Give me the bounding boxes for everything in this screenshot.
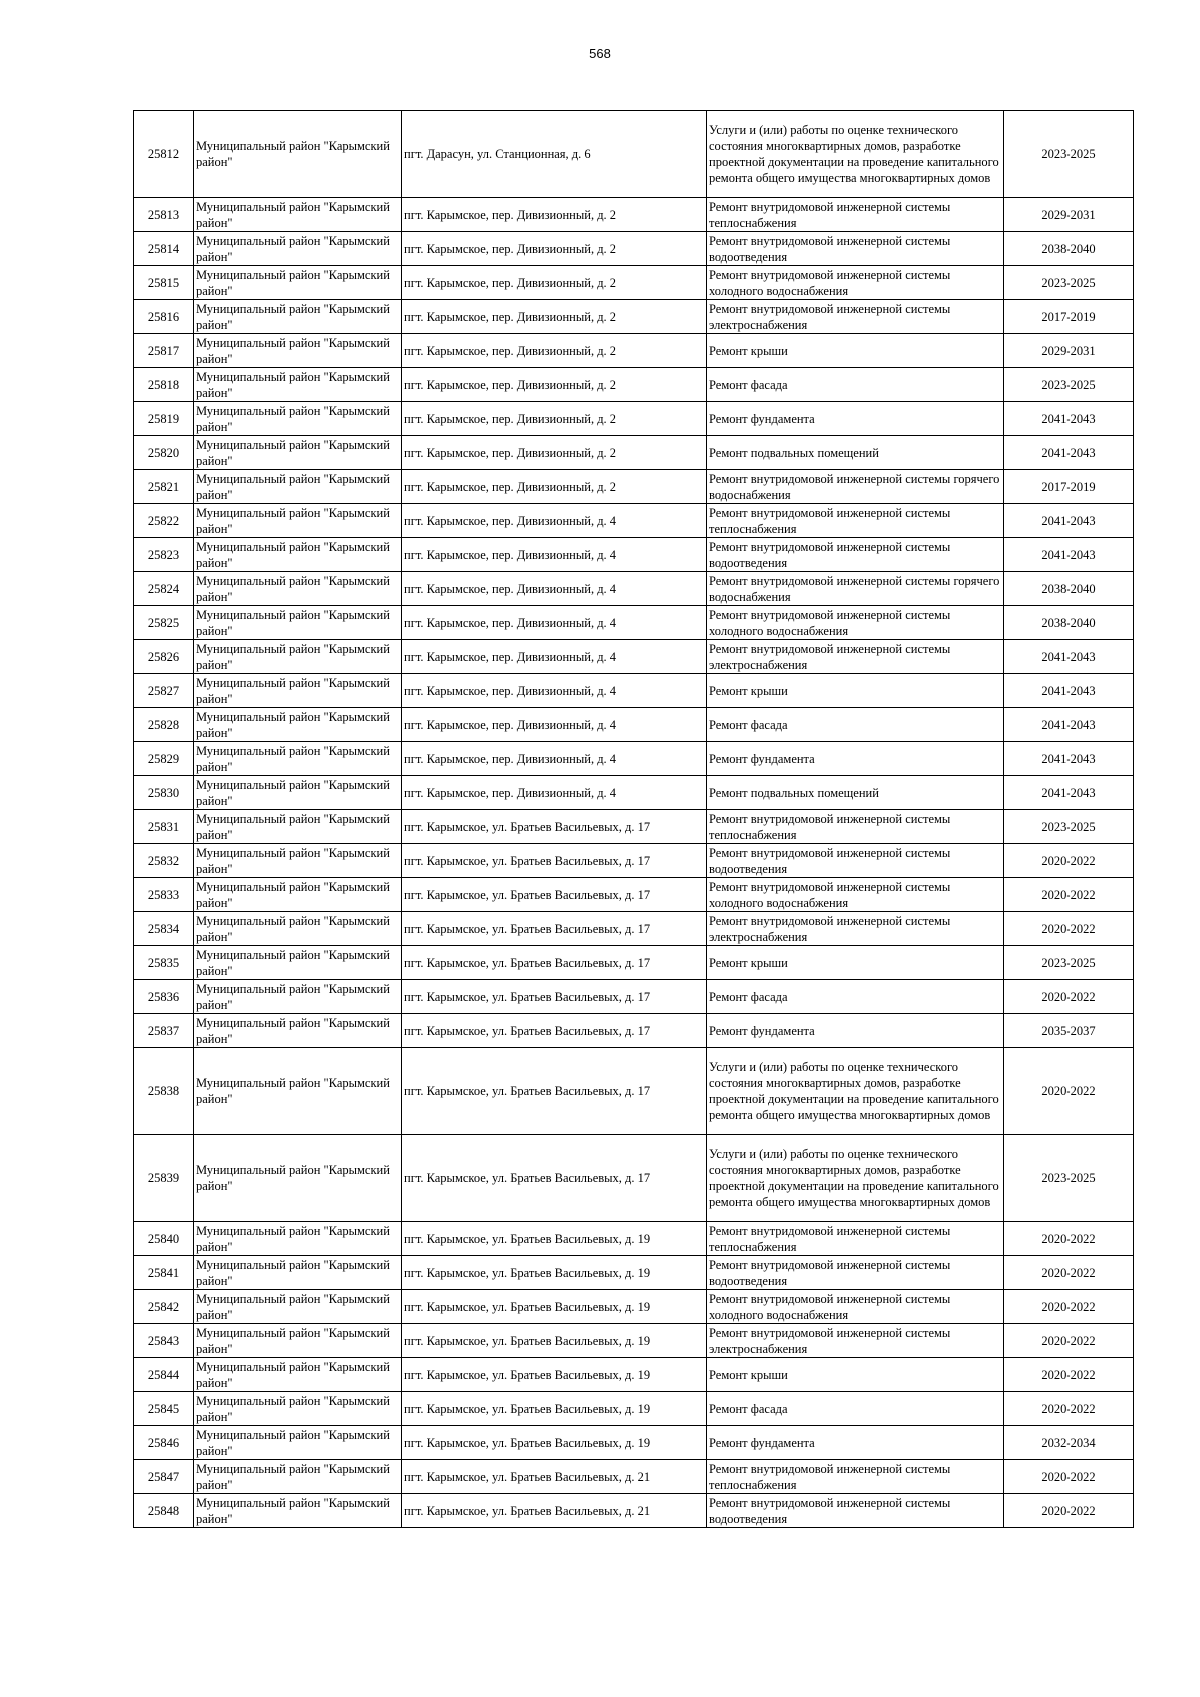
municipality-cell: Муниципальный район "Карымский район" (194, 708, 402, 742)
period-cell: 2020-2022 (1004, 1324, 1134, 1358)
municipality-cell: Муниципальный район "Карымский район" (194, 844, 402, 878)
period-cell: 2023-2025 (1004, 810, 1134, 844)
period-cell: 2023-2025 (1004, 1135, 1134, 1222)
period-cell: 2020-2022 (1004, 1222, 1134, 1256)
table-row (134, 198, 1134, 232)
address-cell: пгт. Карымское, ул. Братьев Васильевых, д. 17 (402, 912, 707, 946)
municipality-cell: Муниципальный район "Карымский район" (194, 1290, 402, 1324)
address-cell: пгт. Карымское, пер. Дивизионный, д. 4 (402, 606, 707, 640)
work-type-cell: Ремонт фундамента (707, 1426, 1004, 1460)
row-number: 25820 (134, 436, 194, 470)
work-type-cell: Ремонт внутридомовой инженерной системы электроснабжения (707, 1324, 1004, 1358)
table-row (134, 232, 1134, 266)
municipality-cell: Муниципальный район "Карымский район" (194, 640, 402, 674)
address-cell: пгт. Карымское, пер. Дивизионный, д. 2 (402, 470, 707, 504)
period-cell: 2038-2040 (1004, 606, 1134, 640)
row-number: 25842 (134, 1290, 194, 1324)
table-row (134, 266, 1134, 300)
address-cell: пгт. Карымское, ул. Братьев Васильевых, д. 17 (402, 946, 707, 980)
period-cell: 2023-2025 (1004, 368, 1134, 402)
row-number: 25846 (134, 1426, 194, 1460)
period-cell: 2038-2040 (1004, 572, 1134, 606)
table-row (134, 912, 1134, 946)
work-type-cell: Услуги и (или) работы по оценке технического состояния многоквартирных домов, разработке проектной документации на проведение капитального ремонта общего имущества многоквартирных домов (707, 1135, 1004, 1222)
period-cell: 2020-2022 (1004, 1256, 1134, 1290)
work-type-cell: Ремонт внутридомовой инженерной системы теплоснабжения (707, 810, 1004, 844)
address-cell: пгт. Карымское, ул. Братьев Васильевых, д. 19 (402, 1256, 707, 1290)
work-type-cell: Ремонт крыши (707, 946, 1004, 980)
row-number: 25821 (134, 470, 194, 504)
row-number: 25819 (134, 402, 194, 436)
address-cell: пгт. Карымское, пер. Дивизионный, д. 2 (402, 334, 707, 368)
period-cell: 2020-2022 (1004, 1392, 1134, 1426)
municipality-cell: Муниципальный район "Карымский район" (194, 1256, 402, 1290)
capital-repair-table (133, 110, 1134, 1528)
municipality-cell: Муниципальный район "Карымский район" (194, 1222, 402, 1256)
address-cell: пгт. Дарасун, ул. Станционная, д. 6 (402, 111, 707, 198)
period-cell: 2041-2043 (1004, 538, 1134, 572)
address-cell: пгт. Карымское, пер. Дивизионный, д. 4 (402, 742, 707, 776)
period-cell: 2041-2043 (1004, 708, 1134, 742)
work-type-cell: Ремонт внутридомовой инженерной системы теплоснабжения (707, 1222, 1004, 1256)
address-cell: пгт. Карымское, ул. Братьев Васильевых, д. 17 (402, 1014, 707, 1048)
address-cell: пгт. Карымское, ул. Братьев Васильевых, д. 19 (402, 1392, 707, 1426)
municipality-cell: Муниципальный район "Карымский район" (194, 1048, 402, 1135)
table-body (134, 111, 1134, 1528)
work-type-cell: Ремонт внутридомовой инженерной системы водоотведения (707, 1256, 1004, 1290)
row-number: 25817 (134, 334, 194, 368)
address-cell: пгт. Карымское, ул. Братьев Васильевых, д. 21 (402, 1460, 707, 1494)
municipality-cell: Муниципальный район "Карымский район" (194, 980, 402, 1014)
period-cell: 2041-2043 (1004, 742, 1134, 776)
page-number: 568 (589, 46, 611, 61)
address-cell: пгт. Карымское, ул. Братьев Васильевых, д. 17 (402, 980, 707, 1014)
address-cell: пгт. Карымское, ул. Братьев Васильевых, д. 19 (402, 1324, 707, 1358)
period-cell: 2020-2022 (1004, 878, 1134, 912)
table-row (134, 810, 1134, 844)
municipality-cell: Муниципальный район "Карымский район" (194, 198, 402, 232)
table-row (134, 980, 1134, 1014)
address-cell: пгт. Карымское, пер. Дивизионный, д. 2 (402, 402, 707, 436)
work-type-cell: Ремонт внутридомовой инженерной системы холодного водоснабжения (707, 1290, 1004, 1324)
row-number: 25843 (134, 1324, 194, 1358)
row-number: 25827 (134, 674, 194, 708)
period-cell: 2041-2043 (1004, 776, 1134, 810)
municipality-cell: Муниципальный район "Карымский район" (194, 946, 402, 980)
work-type-cell: Ремонт внутридомовой инженерной системы холодного водоснабжения (707, 606, 1004, 640)
row-number: 25815 (134, 266, 194, 300)
table-row (134, 1048, 1134, 1135)
period-cell: 2017-2019 (1004, 470, 1134, 504)
work-type-cell: Ремонт внутридомовой инженерной системы теплоснабжения (707, 198, 1004, 232)
work-type-cell: Ремонт крыши (707, 334, 1004, 368)
work-type-cell: Ремонт внутридомовой инженерной системы холодного водоснабжения (707, 878, 1004, 912)
table-row (134, 606, 1134, 640)
address-cell: пгт. Карымское, пер. Дивизионный, д. 2 (402, 436, 707, 470)
table-row (134, 878, 1134, 912)
row-number: 25838 (134, 1048, 194, 1135)
work-type-cell: Ремонт крыши (707, 674, 1004, 708)
row-number: 25824 (134, 572, 194, 606)
row-number: 25814 (134, 232, 194, 266)
row-number: 25823 (134, 538, 194, 572)
table-row (134, 334, 1134, 368)
address-cell: пгт. Карымское, пер. Дивизионный, д. 2 (402, 368, 707, 402)
table-row (134, 640, 1134, 674)
table-row (134, 1135, 1134, 1222)
row-number: 25834 (134, 912, 194, 946)
period-cell: 2029-2031 (1004, 198, 1134, 232)
row-number: 25847 (134, 1460, 194, 1494)
work-type-cell: Ремонт внутридомовой инженерной системы водоотведения (707, 232, 1004, 266)
table-row (134, 436, 1134, 470)
period-cell: 2020-2022 (1004, 844, 1134, 878)
work-type-cell: Ремонт внутридомовой инженерной системы водоотведения (707, 538, 1004, 572)
municipality-cell: Муниципальный район "Карымский район" (194, 402, 402, 436)
work-type-cell: Услуги и (или) работы по оценке технического состояния многоквартирных домов, разработке проектной документации на проведение капитального ремонта общего имущества многоквартирных домов (707, 1048, 1004, 1135)
work-type-cell: Ремонт подвальных помещений (707, 776, 1004, 810)
period-cell: 2020-2022 (1004, 1460, 1134, 1494)
municipality-cell: Муниципальный район "Карымский район" (194, 1426, 402, 1460)
address-cell: пгт. Карымское, пер. Дивизионный, д. 2 (402, 232, 707, 266)
work-type-cell: Услуги и (или) работы по оценке технического состояния многоквартирных домов, разработке проектной документации на проведение капитального ремонта общего имущества многоквартирных домов (707, 111, 1004, 198)
table-row (134, 1358, 1134, 1392)
municipality-cell: Муниципальный район "Карымский район" (194, 1014, 402, 1048)
table-row (134, 1392, 1134, 1426)
period-cell: 2038-2040 (1004, 232, 1134, 266)
row-number: 25816 (134, 300, 194, 334)
municipality-cell: Муниципальный район "Карымский район" (194, 266, 402, 300)
table-row (134, 1426, 1134, 1460)
row-number: 25829 (134, 742, 194, 776)
table-row (134, 1014, 1134, 1048)
municipality-cell: Муниципальный район "Карымский район" (194, 1460, 402, 1494)
work-type-cell: Ремонт внутридомовой инженерной системы теплоснабжения (707, 1460, 1004, 1494)
table-row (134, 368, 1134, 402)
table-row (134, 1256, 1134, 1290)
address-cell: пгт. Карымское, ул. Братьев Васильевых, д. 17 (402, 878, 707, 912)
table-row (134, 1324, 1134, 1358)
period-cell: 2017-2019 (1004, 300, 1134, 334)
period-cell: 2020-2022 (1004, 1048, 1134, 1135)
period-cell: 2041-2043 (1004, 504, 1134, 538)
municipality-cell: Муниципальный район "Карымский район" (194, 1324, 402, 1358)
work-type-cell: Ремонт внутридомовой инженерной системы горячего водоснабжения (707, 470, 1004, 504)
period-cell: 2029-2031 (1004, 334, 1134, 368)
work-type-cell: Ремонт фасада (707, 1392, 1004, 1426)
work-type-cell: Ремонт фасада (707, 368, 1004, 402)
work-type-cell: Ремонт фундамента (707, 742, 1004, 776)
address-cell: пгт. Карымское, пер. Дивизионный, д. 4 (402, 538, 707, 572)
address-cell: пгт. Карымское, пер. Дивизионный, д. 4 (402, 674, 707, 708)
address-cell: пгт. Карымское, пер. Дивизионный, д. 4 (402, 640, 707, 674)
municipality-cell: Муниципальный район "Карымский район" (194, 334, 402, 368)
period-cell: 2020-2022 (1004, 1358, 1134, 1392)
work-type-cell: Ремонт внутридомовой инженерной системы электроснабжения (707, 640, 1004, 674)
municipality-cell: Муниципальный район "Карымский район" (194, 572, 402, 606)
municipality-cell: Муниципальный район "Карымский район" (194, 1392, 402, 1426)
row-number: 25826 (134, 640, 194, 674)
table-row (134, 111, 1134, 198)
period-cell: 2023-2025 (1004, 946, 1134, 980)
row-number: 25836 (134, 980, 194, 1014)
period-cell: 2020-2022 (1004, 912, 1134, 946)
work-type-cell: Ремонт фасада (707, 980, 1004, 1014)
table-row (134, 538, 1134, 572)
work-type-cell: Ремонт крыши (707, 1358, 1004, 1392)
address-cell: пгт. Карымское, ул. Братьев Васильевых, д. 17 (402, 1048, 707, 1135)
table-row (134, 504, 1134, 538)
table-row (134, 470, 1134, 504)
address-cell: пгт. Карымское, ул. Братьев Васильевых, д. 19 (402, 1426, 707, 1460)
table-row (134, 1222, 1134, 1256)
table-row (134, 572, 1134, 606)
address-cell: пгт. Карымское, пер. Дивизионный, д. 2 (402, 266, 707, 300)
period-cell: 2041-2043 (1004, 402, 1134, 436)
row-number: 25828 (134, 708, 194, 742)
work-type-cell: Ремонт внутридомовой инженерной системы электроснабжения (707, 300, 1004, 334)
period-cell: 2020-2022 (1004, 1290, 1134, 1324)
period-cell: 2023-2025 (1004, 111, 1134, 198)
address-cell: пгт. Карымское, ул. Братьев Васильевых, д. 21 (402, 1494, 707, 1528)
row-number: 25845 (134, 1392, 194, 1426)
row-number: 25835 (134, 946, 194, 980)
address-cell: пгт. Карымское, пер. Дивизионный, д. 4 (402, 708, 707, 742)
municipality-cell: Муниципальный район "Карымский район" (194, 912, 402, 946)
table-row (134, 844, 1134, 878)
row-number: 25818 (134, 368, 194, 402)
period-cell: 2020-2022 (1004, 980, 1134, 1014)
table-row (134, 742, 1134, 776)
municipality-cell: Муниципальный район "Карымский район" (194, 1494, 402, 1528)
row-number: 25825 (134, 606, 194, 640)
address-cell: пгт. Карымское, ул. Братьев Васильевых, д. 19 (402, 1290, 707, 1324)
row-number: 25812 (134, 111, 194, 198)
municipality-cell: Муниципальный район "Карымский район" (194, 878, 402, 912)
address-cell: пгт. Карымское, ул. Братьев Васильевых, д. 17 (402, 810, 707, 844)
period-cell: 2041-2043 (1004, 674, 1134, 708)
row-number: 25844 (134, 1358, 194, 1392)
municipality-cell: Муниципальный район "Карымский район" (194, 1135, 402, 1222)
municipality-cell: Муниципальный район "Карымский район" (194, 470, 402, 504)
municipality-cell: Муниципальный район "Карымский район" (194, 504, 402, 538)
municipality-cell: Муниципальный район "Карымский район" (194, 232, 402, 266)
work-type-cell: Ремонт внутридомовой инженерной системы водоотведения (707, 1494, 1004, 1528)
work-type-cell: Ремонт подвальных помещений (707, 436, 1004, 470)
work-type-cell: Ремонт фундамента (707, 1014, 1004, 1048)
row-number: 25840 (134, 1222, 194, 1256)
row-number: 25833 (134, 878, 194, 912)
address-cell: пгт. Карымское, пер. Дивизионный, д. 2 (402, 198, 707, 232)
work-type-cell: Ремонт фундамента (707, 402, 1004, 436)
row-number: 25830 (134, 776, 194, 810)
municipality-cell: Муниципальный район "Карымский район" (194, 606, 402, 640)
address-cell: пгт. Карымское, пер. Дивизионный, д. 4 (402, 504, 707, 538)
municipality-cell: Муниципальный район "Карымский район" (194, 776, 402, 810)
work-type-cell: Ремонт внутридомовой инженерной системы холодного водоснабжения (707, 266, 1004, 300)
period-cell: 2020-2022 (1004, 1494, 1134, 1528)
address-cell: пгт. Карымское, пер. Дивизионный, д. 2 (402, 300, 707, 334)
municipality-cell: Муниципальный район "Карымский район" (194, 368, 402, 402)
address-cell: пгт. Карымское, ул. Братьев Васильевых, д. 17 (402, 1135, 707, 1222)
address-cell: пгт. Карымское, ул. Братьев Васильевых, д. 19 (402, 1222, 707, 1256)
row-number: 25848 (134, 1494, 194, 1528)
municipality-cell: Муниципальный район "Карымский район" (194, 300, 402, 334)
row-number: 25837 (134, 1014, 194, 1048)
table-row (134, 1460, 1134, 1494)
table-row (134, 402, 1134, 436)
row-number: 25832 (134, 844, 194, 878)
municipality-cell: Муниципальный район "Карымский район" (194, 674, 402, 708)
row-number: 25831 (134, 810, 194, 844)
row-number: 25822 (134, 504, 194, 538)
table-row (134, 300, 1134, 334)
municipality-cell: Муниципальный район "Карымский район" (194, 436, 402, 470)
work-type-cell: Ремонт фасада (707, 708, 1004, 742)
table-row (134, 708, 1134, 742)
work-type-cell: Ремонт внутридомовой инженерной системы водоотведения (707, 844, 1004, 878)
period-cell: 2041-2043 (1004, 436, 1134, 470)
table-row (134, 1290, 1134, 1324)
municipality-cell: Муниципальный район "Карымский район" (194, 111, 402, 198)
row-number: 25813 (134, 198, 194, 232)
table-row (134, 674, 1134, 708)
period-cell: 2035-2037 (1004, 1014, 1134, 1048)
address-cell: пгт. Карымское, ул. Братьев Васильевых, д. 19 (402, 1358, 707, 1392)
period-cell: 2023-2025 (1004, 266, 1134, 300)
work-type-cell: Ремонт внутридомовой инженерной системы электроснабжения (707, 912, 1004, 946)
municipality-cell: Муниципальный район "Карымский район" (194, 742, 402, 776)
municipality-cell: Муниципальный район "Карымский район" (194, 538, 402, 572)
row-number: 25841 (134, 1256, 194, 1290)
municipality-cell: Муниципальный район "Карымский район" (194, 1358, 402, 1392)
period-cell: 2041-2043 (1004, 640, 1134, 674)
municipality-cell: Муниципальный район "Карымский район" (194, 810, 402, 844)
table-row (134, 776, 1134, 810)
work-type-cell: Ремонт внутридомовой инженерной системы горячего водоснабжения (707, 572, 1004, 606)
address-cell: пгт. Карымское, ул. Братьев Васильевых, д. 17 (402, 844, 707, 878)
work-type-cell: Ремонт внутридомовой инженерной системы теплоснабжения (707, 504, 1004, 538)
address-cell: пгт. Карымское, пер. Дивизионный, д. 4 (402, 776, 707, 810)
table-row (134, 946, 1134, 980)
address-cell: пгт. Карымское, пер. Дивизионный, д. 4 (402, 572, 707, 606)
period-cell: 2032-2034 (1004, 1426, 1134, 1460)
row-number: 25839 (134, 1135, 194, 1222)
table-row (134, 1494, 1134, 1528)
